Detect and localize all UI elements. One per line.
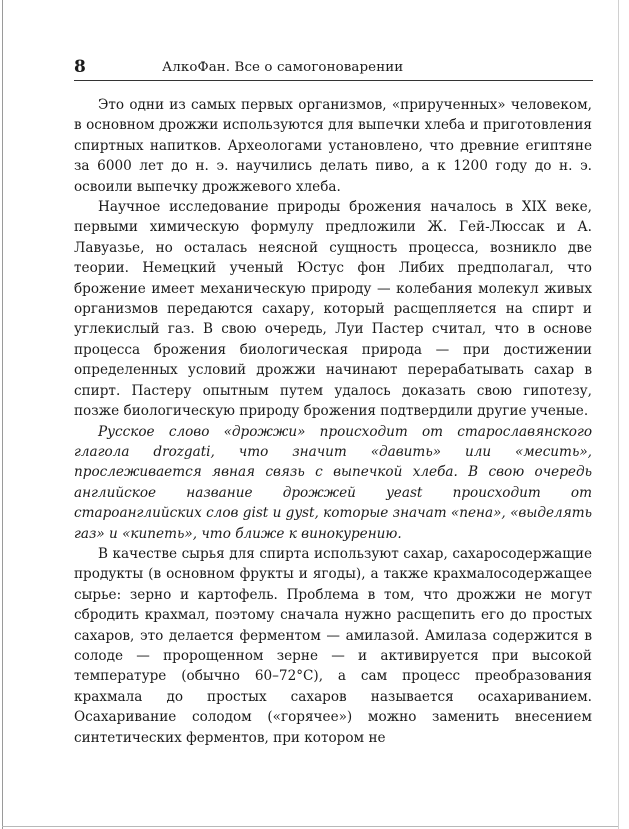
body-text <box>74 95 592 748</box>
paragraph-raw-materials: В качестве сырья для спирта используют сахар, сахаросодержащие продукты (в основном фрукты и ягоды), а также крахмалосодержащее сырье: зерно и картофель. Проблема в том, что дрожжи не могут сбродить крахмал, поэтому сначала нужно расщепить его до простых сахаров, это делается ферментом — амилазой. Амилаза содержится в солоде — пророщенном зерне — и активируется при высокой температуре (обычно 60–72°C), а сам процесс преобразования крахмала до простых сахаров называется осахариванием. Осахаривание солодом («горячее») можно заменить внесением синтетических ферментов, при котором не <box>74 545 592 746</box>
paragraph-yeast-history: Это одни из самых первых организмов, «прирученных» человеком, в основном дрожжи используются для выпечки хлеба и приготовления спиртных напитков. Археологами установлено, что древние египтяне за 6000 лет до н. э. научились делать пиво, а к 1200 году до н. э. освоили выпечку дрожжевого хлеба. <box>74 97 592 195</box>
paragraph-etymology-note: Русское слово «дрожжи» происходит от старославянского глагола drozgati, что значит «давить» или «месить», прослеживается явная связь с выпечкой хлеба. В свою очередь английское название дрожжей yeast происходит от староанглийских слов gist и gyst, которые значат «пена», «выделять газ» и «кипеть», что ближе к винокурению. <box>74 423 592 542</box>
page-number: 8 <box>74 57 86 77</box>
page-edge-right <box>618 0 619 829</box>
paragraph-fermentation-research: Научное исследование природы брожения началось в XIX веке, первыми химическую формулу предложили Ж. Гей-Люссак и А. Лавуазье, но осталась неясной сущность процесса, возникло две теории. Немецкий ученый Юстус фон Либих предполагал, что брожение имеет механическую природу — колебания молекул живых организмов передаются сахару, который расщепляется на спирт и углекислый газ. В свою очередь, Луи Пастер считал, что в основе процесса брожения биологическая природа — при достижении определенных условий дрожжи начинают перерабатывать сахар в спирт. Пастеру опытным путем удалось доказать свою гипотезу, позже биологическую природу брожения подтвердили другие ученые. <box>74 199 592 420</box>
page-header <box>74 57 593 81</box>
page-edge-bottom <box>2 826 618 827</box>
page-edge-left <box>2 0 3 829</box>
running-title: АлкоФан. Все о самогоноварении <box>162 60 404 75</box>
header-rule <box>74 80 593 81</box>
